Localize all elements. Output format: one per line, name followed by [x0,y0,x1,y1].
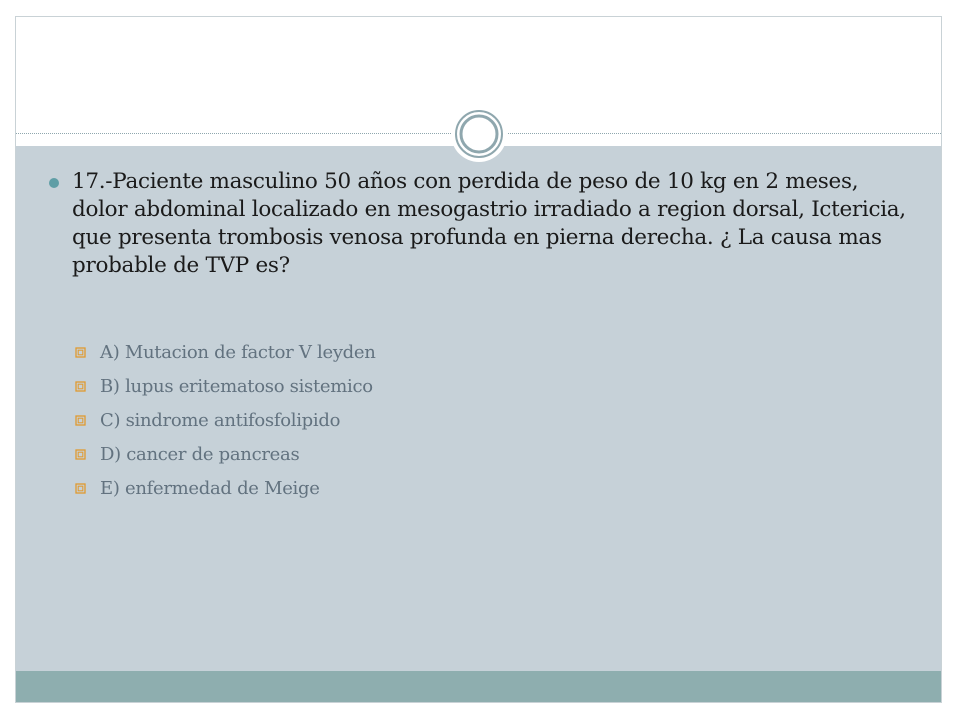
hollow-square-bullet-icon [75,449,86,460]
hollow-square-bullet-icon [75,381,86,392]
hollow-square-bullet-icon [75,347,86,358]
footer-band [16,671,941,702]
hollow-square-bullet-icon [75,483,86,494]
answer-options-list [75,335,376,505]
answer-option-text: E) enfermedad de Meige [100,477,320,499]
answer-option-e [75,471,376,505]
hollow-square-bullet-icon [75,415,86,426]
answer-option-text: A) Mutacion de factor V leyden [100,341,376,363]
filled-circle-icon [49,178,59,188]
answer-option-b [75,369,376,403]
question-text: 17.-Paciente masculino 50 años con perdida de peso de 10 kg en 2 meses, dolor abdominal localizado en mesogastrio irradiado a region dorsal, Ictericia, que presenta trombosis venosa profunda en pierna derecha. ¿ La causa mas probable de TVP es? [72,169,906,278]
answer-option-text: C) sindrome antifosfolipido [100,409,341,431]
answer-option-text: B) lupus eritematoso sistemico [100,375,373,397]
answer-option-c [75,403,376,437]
question-block [49,168,919,280]
answer-option-a [75,335,376,369]
answer-option-d [75,437,376,471]
double-ring-ornament-icon [449,104,509,164]
answer-option-text: D) cancer de pancreas [100,443,300,465]
